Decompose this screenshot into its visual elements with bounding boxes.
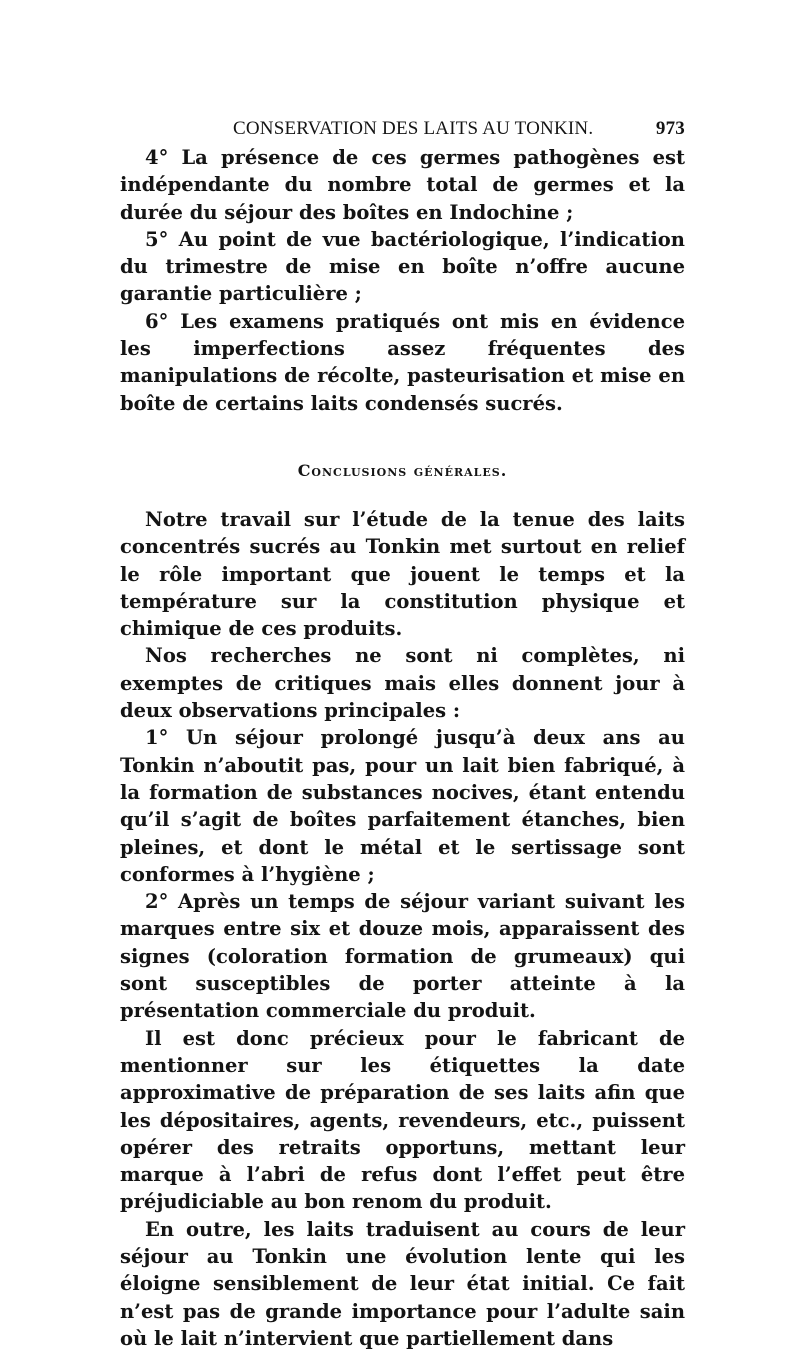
running-title: CONSERVATION DES LAITS AU TONKIN. xyxy=(233,118,594,139)
paragraph-evolution: En outre, les laits traduisent au cours de leur séjour au Tonkin une évolution lente qui les éloigne sensiblement de leur état initial. Ce fait n’est pas de grande importance pour l’adulte sain où le lait n’intervient que partiellement dans xyxy=(120,1217,685,1350)
paragraph-conclusion-intro: Notre travail sur l’étude de la tenue des laits concentrés sucrés au Tonkin met surtout en relief le rôle important que jouent le temps et la température sur la constitution physique et chimique de ces produits. xyxy=(120,507,685,641)
paragraph-observation-1: 1° Un séjour prolongé jusqu’à deux ans au Tonkin n’aboutit pas, pour un lait bien fabriqué, à la formation de substances nocives, étant entendu qu’il s’agit de boîtes parfaitement étanches, bien pleines, et dont le métal et le sertissage sont conformes à l’hygiène ; xyxy=(120,726,685,886)
paragraph-point-4: 4° La présence de ces germes pathogènes est indépendante du nombre total de germes et la durée du séjour des boîtes en Indochine ; xyxy=(120,146,685,224)
paragraph-point-5: 5° Au point de vue bactériologique, l’indication du trimestre de mise en boîte n’offre aucune garantie particulière ; xyxy=(120,227,685,306)
page xyxy=(120,108,685,1352)
section-heading: Conclusions générales. xyxy=(297,460,508,480)
paragraph-research-remarks: Nos recherches ne sont ni complètes, ni exemptes de critiques mais elles donnent jour à deux observations principales : xyxy=(120,644,685,723)
paragraph-point-6: 6° Les examens pratiqués ont mis en évidence les imperfections assez fréquentes des manipulations de récolte, pasteurisation et mise en boîte de certains laits condensés sucrés. xyxy=(120,309,685,415)
paragraph-labeling-advice: Il est donc précieux pour le fabricant de mentionner sur les étiquettes la date approximative de préparation de ses laits afin que les dépositaires, agents, revendeurs, etc., puissent opérer des retraits opportuns, mettant leur marque à l’abri de refus dont l’effet peut être préjudiciable au bon renom du produit. xyxy=(120,1026,685,1214)
paragraph-observation-2: 2° Après un temps de séjour variant suivant les marques entre six et douze mois, apparaissent des signes (coloration formation de grumeaux) qui sont susceptibles de porter atteinte à la présentation commerciale du produit. xyxy=(120,890,685,1023)
running-header xyxy=(120,108,685,144)
page-number: 973 xyxy=(655,118,685,139)
